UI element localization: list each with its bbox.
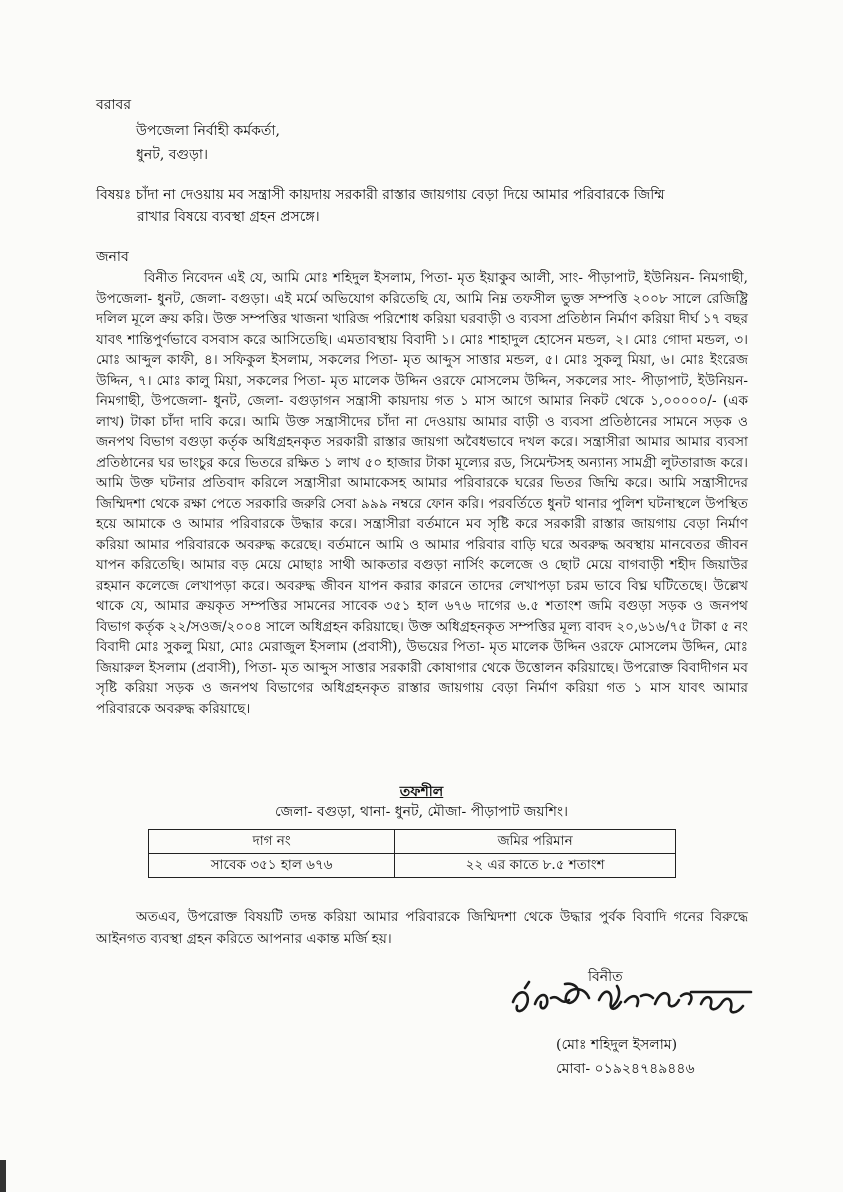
land-schedule-table <box>148 829 676 878</box>
letter-body: বিনীত নিবেদন এই যে, আমি মোঃ শহিদুল ইসলাম, পিতা- মৃত ইয়াকুব আলী, সাং- পীড়াপাট, ইউনিয়ন- নিমগাছী, উপজেলা- ধুনট, জেলা- বগুড়া। এই মর্মে অভিযোগ করিতেছি যে, আমি নিম্ন তফসীল ভুক্ত সম্পত্তি ২০০৮ সালে রেজিষ্ট্রি দলিল মূলে ক্রয় করি। উক্ত সম্পত্তির খাজনা খারিজ পরিশোধ করিয়া ঘরবাড়ী ও ব্যবসা প্রতিষ্ঠান নির্মাণ করিয়া দীর্ঘ ১৭ বছর যাবৎ শান্তিপুর্ণভাবে বসবাস করে আসিতেছি। এমতাবস্থায় বিবাদী ১। মোঃ শাহাদুল হোসেন মন্ডল, ২। মোঃ গোদা মন্ডল, ৩। মোঃ আব্দুল কাফী, ৪। সফিকুল ইসলাম, সকলের পিতা- মৃত আব্দুস সাত্তার মন্ডল, ৫। মোঃ সুকলু মিয়া, ৬। মোঃ ইংরেজ উদ্দিন, ৭। মোঃ কালু মিয়া, সকলের পিতা- মৃত মালেক উদ্দিন ওরফে মোসলেম উদ্দিন, সকলের সাং- পীড়াপাট, ইউনিয়ন- নিমগাছী, উপজেলা- ধুনট, জেলা- বগুড়াগন সন্ত্রাসী কায়দায় গত ১ মাস আগে আমার নিকট থেকে ১,০০০০০/- (এক লাখ) টাকা চাঁদা দাবি করে। আমি উক্ত সন্ত্রাসীদের চাঁদা না দেওয়ায় আমার বাড়ী ও ব্যবসা প্রতিষ্ঠানের সামনে সড়ক ও জনপথ বিভাগ বগুড়া কর্তৃক অধিগ্রহনকৃত সরকারী রাস্তার জায়গা অবৈধভাবে দখল করে। সন্ত্রাসীরা আমার আমার ব্যবসা প্রতিষ্ঠানের ঘর ভাংচুর করে ভিতরে রক্ষিত ১ লাখ ৫০ হাজার টাকা মূল্যের রড, সিমেন্টসহ অন্যান্য সামগ্রী লুটতারাজ করে। আমি উক্ত ঘটনার প্রতিবাদ করিলে সন্ত্রাসীরা আমাকেসহ আমার পরিবারকে ঘরের ভিতর জিম্মি করে। আমি সন্ত্রাসীদের জিম্মিদশা থেকে রক্ষা পেতে সরকারি জরুরি সেবা ৯৯৯ নম্বরে ফোন করি। পরবর্তিতে ধুনট থানার পুলিশ ঘটনাস্থলে উপস্থিত হয়ে আমাকে ও আমার পরিবারকে উদ্ধার করে। সন্ত্রাসীরা বর্তমানে মব সৃষ্টি করে সরকারী রাস্তার জায়গায় বেড়া নির্মাণ করিয়া আমার পরিবারকে অবরুদ্ধ করেছে। বর্তমানে আমি ও আমার পরিবার বাড়ি ঘরে অবরুদ্ধ অবস্থায় মানবেতর জীবন যাপন করিতেছি। আমার বড় মেয়ে মোছাঃ সাথী আকতার বগুড়া নার্সিং কলেজে ও ছোট মেয়ে বাগবাড়ী শহীদ জিয়াউর রহমান কলেজে লেখাপড়া করে। অবরুদ্ধ জীবন যাপন করার কারনে তাদের লেখাপড়া চরম ভাবে বিঘ্ন ঘটিতেছে। উল্লেখ থাকে যে, আমার ক্রয়কৃত সম্পত্তির সামনের সাবেক ৩৫১ হাল ৬৭৬ দাগের ৬.৫ শতাংশ জমি বগুড়া সড়ক ও জনপথ বিভাগ কর্তৃক ২২/সওজ/২০০৪ সালে অধিগ্রহন করিয়াছে। উক্ত অধিগ্রহনকৃত সম্পত্তির মূল্য বাবদ ২০,৬১৬/৭৫ টাকা ৫ নং বিবাদী মোঃ সুকলু মিয়া, মোঃ মেরাজুল ইসলাম (প্রবাসী), উভয়ের পিতা- মৃত মালেক উদ্দিন ওরফে মোসলেম উদ্দিন, মোঃ জিয়ারুল ইসলাম (প্রবাসী), পিতা- মৃত আব্দুস সাত্তার সরকারী কোষাগার থেকে উত্তোলন করিয়াছে। উপরোক্ত বিবাদীগন মব সৃষ্টি করিয়া সড়ক ও জনপথ বিভাগের অধিগ্রহনকৃত রাস্তার জায়গায় বেড়া নির্মাণ করিয়া গত ১ মাস যাবৎ আমার পরিবারকে অবরুদ্ধ করিয়াছে। <box>96 270 748 717</box>
cell-land-amount: ২২ এর কাতে ৮.৫ শতাংশ <box>395 854 676 878</box>
scan-edge-mark <box>0 1160 6 1192</box>
handwritten-signature <box>505 974 765 1030</box>
signature-label: বিনীত <box>588 969 623 985</box>
table-header-row <box>149 830 676 854</box>
signatory-phone: মোবা- ০১৯২৪৭৪৯৪৪৬ <box>556 1061 695 1077</box>
schedule-location: জেলা- বগুড়া, থানা- ধুনট, মৌজা- পীড়াপাট জয়শিং। <box>274 804 569 820</box>
header-plot-number: দাগ নং <box>149 830 395 854</box>
addressee-location: ধুনট, বগুড়া। <box>136 147 209 163</box>
schedule-title: তফশীল <box>399 784 444 800</box>
table-row <box>149 854 676 878</box>
header-land-amount: জমির পরিমান <box>395 830 676 854</box>
cell-plot-number: সাবেক ৩৫১ হাল ৬৭৬ <box>149 854 395 878</box>
subject-line-2: রাখার বিষয়ে ব্যবস্থা গ্রহন প্রসঙ্গে। <box>137 209 320 225</box>
subject-line-1: বিষয়ঃ চাঁদা না দেওয়ায় মব সন্ত্রাসী কায়দায় সরকারী রাস্তার জায়গায় বেড়া দিয়ে আমার পরিবারকে জিম্মি <box>96 187 665 203</box>
addressee-designation: উপজেলা নির্বাহী কর্মকর্তা, <box>136 123 280 139</box>
salutation: জনাব <box>96 249 129 265</box>
closing-paragraph: অতএব, উপরোক্ত বিষয়টি তদন্ত করিয়া আমার পরিবারকে জিম্মিদশা থেকে উদ্ধার পুর্বক বিবাদি গনের বিরুদ্ধে আইনগত ব্যবস্থা গ্রহন করিতে আপনার একান্ত মর্জি হয়। <box>96 909 748 947</box>
addressee-to: বরাবর <box>96 97 132 113</box>
signatory-name: (মোঃ শহিদুল ইসলাম) <box>556 1037 678 1053</box>
